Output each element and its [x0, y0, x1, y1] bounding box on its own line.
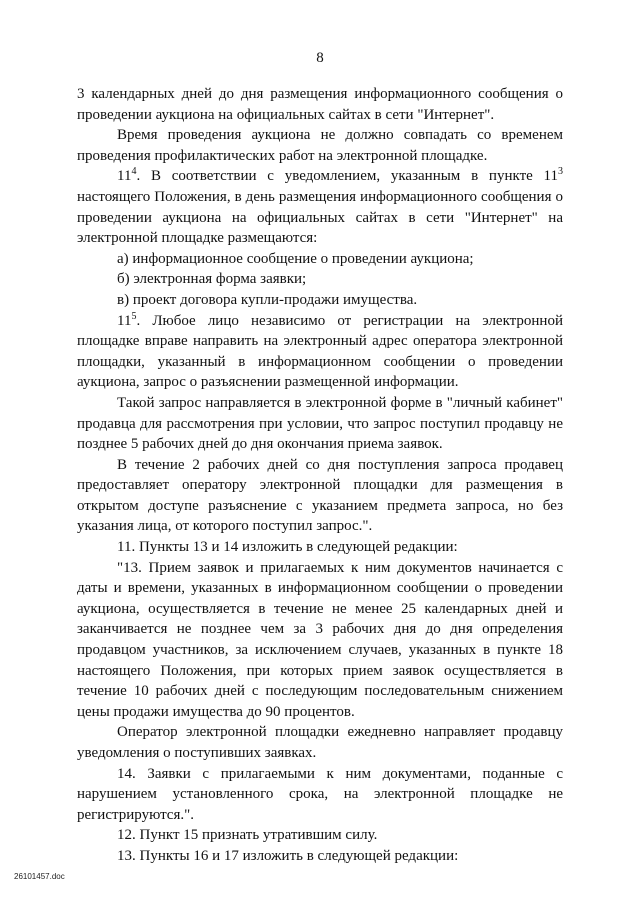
- paragraph-11-4: [77, 166, 563, 248]
- clause-text-continued: настоящего Положения, в день размещения информационного сообщения о проведении аукциона на официальных сайтах в сети "Интернет" на электронной площадке размещаются:: [77, 188, 563, 247]
- paragraph-11-5: [77, 311, 563, 393]
- clause-superscript: 4: [131, 166, 137, 178]
- clause-number: 11: [117, 312, 132, 329]
- clause-number: 11: [117, 168, 132, 185]
- paragraph-item-11: 11. Пункты 13 и 14 изложить в следующей редакции:: [117, 539, 458, 556]
- paragraph-14: 14. Заявки с прилагаемыми к ним документами, поданные с нарушением установленного срока, на электронной площадке не регистрируются.".: [77, 765, 563, 823]
- clause-superscript: 5: [131, 310, 137, 322]
- reference-superscript: 3: [558, 166, 563, 178]
- paragraph-operator: Оператор электронной площадки ежедневно направляет продавцу уведомления о поступивших заявках.: [77, 724, 563, 761]
- list-item-a: а) информационное сообщение о проведении аукциона;: [117, 250, 474, 267]
- list-item-b: б) электронная форма заявки;: [117, 271, 307, 288]
- document-body: [77, 84, 563, 867]
- file-name-footer: 26101457.doc: [14, 872, 65, 881]
- paragraph-2: Время проведения аукциона не должно совпадать со временем проведения профилактических работ на электронной площадке.: [77, 127, 563, 164]
- list-item-v: в) проект договора купли-продажи имущества.: [117, 291, 418, 308]
- paragraph-request: Такой запрос направляется в электронной форме в "личный кабинет" продавца для рассмотрения при условии, что запрос поступил продавцу не позднее 5 рабочих дней до дня окончания приема заявок.: [77, 394, 563, 453]
- paragraph-item-13: 13. Пункты 16 и 17 изложить в следующей редакции:: [117, 847, 459, 864]
- paragraph-item-12: 12. Пункт 15 признать утратившим силу.: [117, 827, 378, 844]
- clause-text: . Любое лицо независимо от регистрации на электронной площадке вправе направить на электронный адрес оператора электронной площадки, указанный в информационном сообщении о проведении аукциона, запрос о разъяснении размещенной информации.: [77, 312, 563, 391]
- paragraph-1: 3 календарных дней до дня размещения информационного сообщения о проведении аукциона на официальных сайтах в сети "Интернет".: [77, 86, 563, 123]
- paragraph-13: "13. Прием заявок и прилагаемых к ним документов начинается с даты и времени, указанных в информационном сообщении о проведении аукциона, осуществляется в течение не менее 25 календарных дней и заканчивается не позднее чем за 3 рабочих дня до дня определения продавцом участников, за исключением случаев, указанных в пункте 18 настоящего Положения, при которых прием заявок осуществляется в течение 10 рабочих дней с последующим последовательным снижением цены продажи имущества до 90 процентов.: [77, 559, 563, 720]
- page-number: 8: [316, 50, 324, 66]
- clause-text: . В соответствии с уведомлением, указанным в пункте 11: [136, 168, 558, 185]
- paragraph-answer: В течение 2 рабочих дней со дня поступления запроса продавец предоставляет оператору электронной площадки для размещения в открытом доступе разъяснение с указанием предмета запроса, но без указания лица, от которого поступил запрос.".: [77, 456, 563, 535]
